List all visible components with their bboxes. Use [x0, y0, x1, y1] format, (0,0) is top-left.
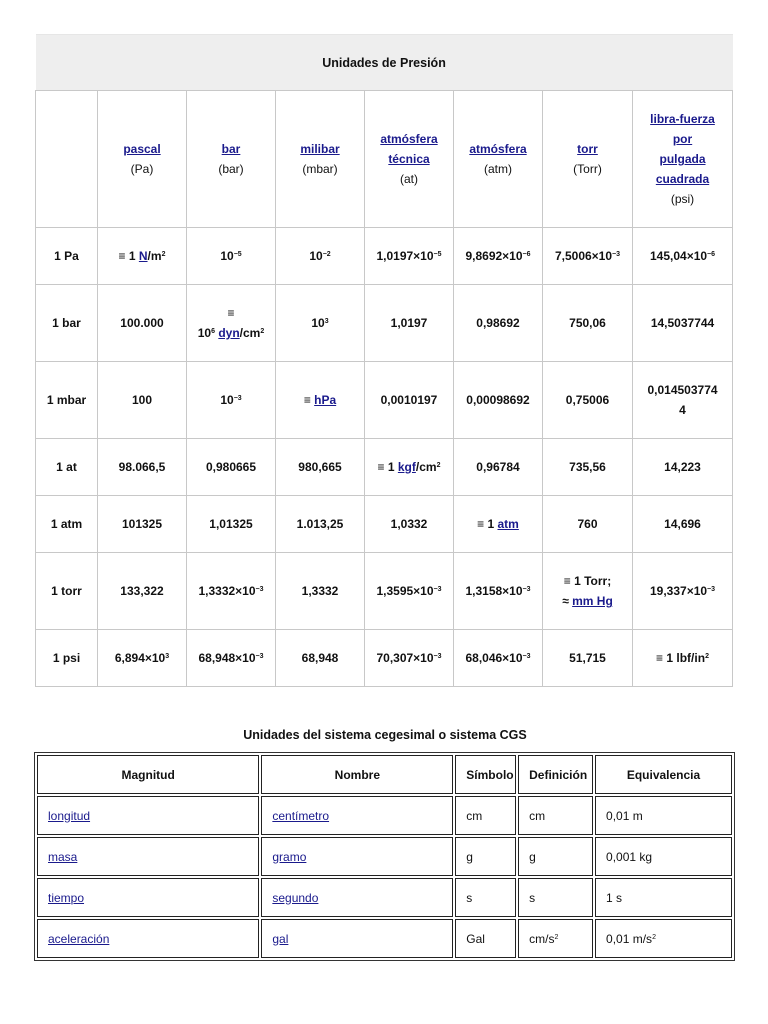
table-row	[36, 362, 733, 439]
table-cell: 0,98692	[454, 285, 543, 362]
row-label: 1 at	[36, 439, 98, 496]
table-cell: 0,980665	[187, 439, 276, 496]
header-atmosfera	[454, 91, 543, 228]
table-cell: s	[518, 878, 593, 917]
table-cell: 760	[543, 496, 633, 553]
table-cell: $10^{-2}$	[276, 228, 365, 285]
table-cell: ≡ hPa	[276, 362, 365, 439]
header-equivalencia: Equivalencia	[595, 755, 732, 794]
psi-link-line3[interactable]: pulgada	[659, 152, 706, 166]
table-cell	[261, 837, 453, 876]
psi-link-line1[interactable]: libra-fuerza	[650, 112, 715, 126]
table-row	[37, 796, 732, 835]
table-cell: 0,014503774 4	[633, 362, 733, 439]
header-simbolo: Símbolo	[455, 755, 516, 794]
table-cell: 14,5037744	[633, 285, 733, 362]
pressure-table-caption: Unidades de Presión	[36, 35, 733, 91]
corner-cell	[36, 91, 98, 228]
table-cell: 1,01325	[187, 496, 276, 553]
milibar-unit: (mbar)	[302, 162, 338, 176]
table-cell: 980,665	[276, 439, 365, 496]
header-torr	[543, 91, 633, 228]
table-cell: $10^{-5}$	[187, 228, 276, 285]
table-cell: g	[518, 837, 593, 876]
mmhg-link[interactable]: mm Hg	[572, 594, 613, 608]
header-nombre: Nombre	[261, 755, 453, 794]
header-bar	[187, 91, 276, 228]
table-row	[36, 553, 733, 630]
row-label: 1 torr	[36, 553, 98, 630]
milibar-link[interactable]: milibar	[300, 142, 340, 156]
pressure-units-table	[35, 34, 733, 687]
header-psi	[633, 91, 733, 228]
table-cell: 0,01 $m/s^2$	[595, 919, 732, 958]
table-cell: $19,337\times 10^{-3}$	[633, 553, 733, 630]
cgs-table-title: Unidades del sistema cegesimal o sistema CGS	[243, 728, 527, 742]
gramo-link[interactable]: gramo	[272, 849, 307, 864]
table-cell: $145,04\times 10^{-6}$	[633, 228, 733, 285]
atm-link[interactable]: atm	[497, 517, 519, 531]
table-cell: ≡ 1 $N/m^2$	[98, 228, 187, 285]
table-cell: 0,96784	[454, 439, 543, 496]
table-row	[36, 285, 733, 362]
cgs-units-table	[34, 752, 735, 961]
table-cell	[261, 796, 453, 835]
table-cell: $6,894\times 10^3$	[98, 630, 187, 687]
table-cell	[37, 878, 259, 917]
table-cell: 1 s	[595, 878, 732, 917]
segundo-link[interactable]: segundo	[272, 890, 319, 905]
table-cell: $10^{-3}$	[187, 362, 276, 439]
table-cell: 1,0332	[365, 496, 454, 553]
table-cell: 98.066,5	[98, 439, 187, 496]
hpa-link[interactable]: hPa	[314, 393, 337, 407]
table-cell: ≡ $10^6$ dyn/$cm^2$	[187, 285, 276, 362]
table-cell: g	[455, 837, 516, 876]
aceleracion-link[interactable]: aceleración	[48, 931, 110, 946]
table-cell: ≡ 1 lbf/$in^2$	[633, 630, 733, 687]
atmosfera-link[interactable]: atmósfera	[469, 142, 527, 156]
torr-unit: (Torr)	[573, 162, 602, 176]
table-cell: 1,3332	[276, 553, 365, 630]
centimetro-link[interactable]: centímetro	[272, 808, 330, 823]
table-cell: $10^3$	[276, 285, 365, 362]
table-cell: 0,00098692	[454, 362, 543, 439]
masa-link[interactable]: masa	[48, 849, 78, 864]
table-cell: $7,5006\times 10^{-3}$	[543, 228, 633, 285]
psi-unit: (psi)	[670, 192, 695, 206]
row-label: 1 bar	[36, 285, 98, 362]
kgf-link[interactable]: kgf	[397, 460, 416, 474]
table-cell: $68,046\times 10^{-3}$	[454, 630, 543, 687]
newton-link[interactable]: N	[138, 249, 148, 263]
table-cell: 0,001 kg	[595, 837, 732, 876]
header-definicion: Definición	[518, 755, 593, 794]
table-cell: $68,948\times 10^{-3}$	[187, 630, 276, 687]
row-label: 1 atm	[36, 496, 98, 553]
header-milibar	[276, 91, 365, 228]
table-cell: cm	[518, 796, 593, 835]
table-cell: ≡ 1 atm	[454, 496, 543, 553]
header-pascal	[98, 91, 187, 228]
table-cell: cm	[455, 796, 516, 835]
table-cell: 735,56	[543, 439, 633, 496]
table-row	[37, 837, 732, 876]
header-atmosfera-tecnica	[365, 91, 454, 228]
table-row	[36, 439, 733, 496]
pressure-table-header-row	[36, 91, 733, 228]
table-cell: ≡ 1 kgf/$cm^2$	[365, 439, 454, 496]
table-cell	[261, 919, 453, 958]
table-cell: 100.000	[98, 285, 187, 362]
table-cell: 68,948	[276, 630, 365, 687]
table-cell: $1,3158\times 10^{-3}$	[454, 553, 543, 630]
psi-link-line2[interactable]: por	[672, 132, 693, 146]
atmosfera-tecnica-link-line2[interactable]: técnica	[388, 152, 430, 166]
table-cell: 750,06	[543, 285, 633, 362]
row-label: 1 psi	[36, 630, 98, 687]
table-cell: 0,01 m	[595, 796, 732, 835]
cgs-header-row	[37, 755, 732, 794]
table-cell	[37, 796, 259, 835]
longitud-link[interactable]: longitud	[48, 808, 91, 823]
table-cell: $70,307\times 10^{-3}$	[365, 630, 454, 687]
table-cell: 51,715	[543, 630, 633, 687]
table-cell: $1,3595\times 10^{-3}$	[365, 553, 454, 630]
table-cell: 14,696	[633, 496, 733, 553]
table-row	[36, 496, 733, 553]
pascal-unit: (Pa)	[130, 162, 154, 176]
table-row	[36, 630, 733, 687]
table-cell: 0,75006	[543, 362, 633, 439]
table-cell: 1.013,25	[276, 496, 365, 553]
table-cell: $1,3332\times 10^{-3}$	[187, 553, 276, 630]
gal-link[interactable]: gal	[272, 931, 289, 946]
bar-unit: (bar)	[218, 162, 244, 176]
table-cell: $9,8692\times 10^{-6}$	[454, 228, 543, 285]
table-cell	[37, 837, 259, 876]
table-cell: 133,322	[98, 553, 187, 630]
header-magnitud: Magnitud	[37, 755, 259, 794]
tiempo-link[interactable]: tiempo	[48, 890, 85, 905]
pascal-link[interactable]: pascal	[123, 142, 161, 156]
table-cell: 100	[98, 362, 187, 439]
table-row	[37, 878, 732, 917]
table-cell	[261, 878, 453, 917]
atmosfera-tecnica-unit: (at)	[400, 172, 418, 186]
table-cell: s	[455, 878, 516, 917]
table-cell: $1,0197\times 10^{-5}$	[365, 228, 454, 285]
dyn-link[interactable]: dyn	[218, 326, 240, 340]
table-cell	[37, 919, 259, 958]
bar-link[interactable]: bar	[221, 142, 241, 156]
torr-link[interactable]: torr	[577, 142, 598, 156]
table-cell: ≡ 1 Torr; ≈ mm Hg	[543, 553, 633, 630]
table-cell: 101325	[98, 496, 187, 553]
table-cell: $cm/s^2$	[518, 919, 593, 958]
atmosfera-tecnica-link-line1[interactable]: atmósfera	[380, 132, 438, 146]
table-row	[37, 919, 732, 958]
table-cell: Gal	[455, 919, 516, 958]
psi-link-line4[interactable]: cuadrada	[655, 172, 710, 186]
table-cell: 0,0010197	[365, 362, 454, 439]
table-row	[36, 228, 733, 285]
atmosfera-unit: (atm)	[484, 162, 512, 176]
row-label: 1 Pa	[36, 228, 98, 285]
table-cell: 14,223	[633, 439, 733, 496]
table-cell: 1,0197	[365, 285, 454, 362]
row-label: 1 mbar	[36, 362, 98, 439]
